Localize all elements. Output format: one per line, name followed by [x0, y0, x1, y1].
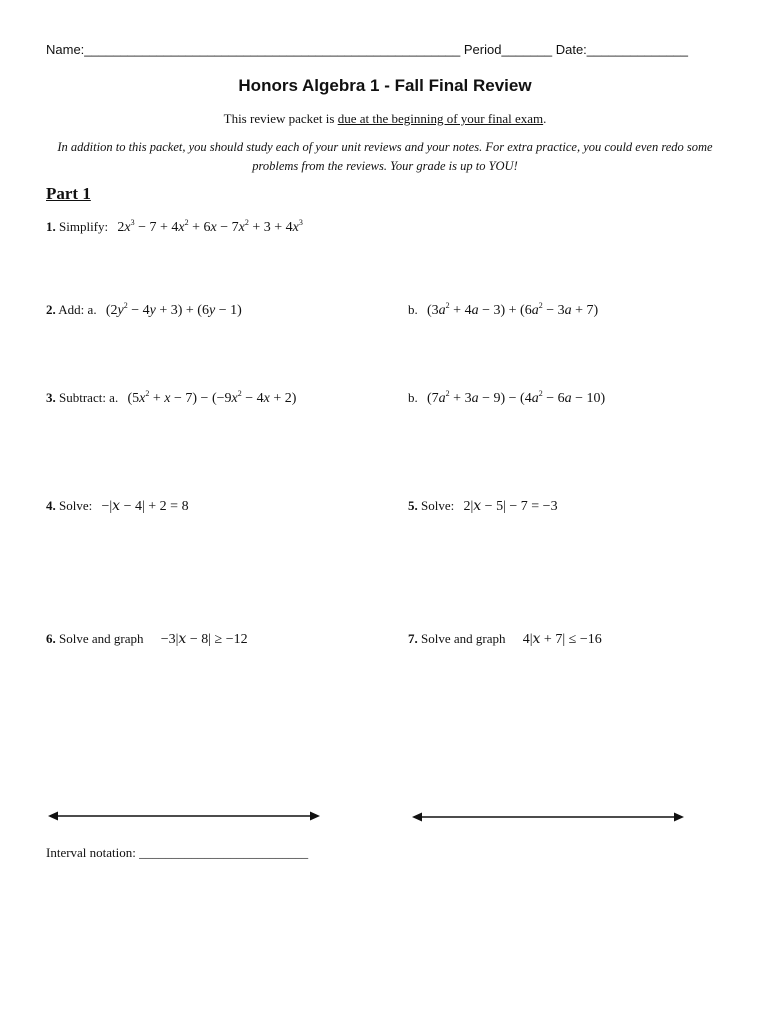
- number-line-right[interactable]: [412, 807, 684, 827]
- question-label: b.: [408, 390, 418, 405]
- subtitle: [0, 111, 770, 127]
- subtitle-underlined: due at the beginning of your final exam: [337, 111, 544, 126]
- question-label: Solve:: [421, 498, 455, 513]
- math-expression: −|𝑥 − 4| + 2 = 8: [101, 499, 189, 514]
- question-6: [46, 631, 248, 648]
- subtitle-before: This review packet is: [223, 111, 338, 126]
- question-label: b.: [408, 302, 418, 317]
- period-label: Period: [463, 42, 502, 57]
- name-label: Name:: [46, 42, 85, 57]
- interval-notation: [46, 845, 308, 861]
- question-number: 3.: [46, 390, 56, 405]
- header-fields: [46, 42, 688, 57]
- question-label: Simplify:: [59, 219, 109, 234]
- question-label: Subtract: a.: [59, 390, 119, 405]
- question-7: [408, 631, 602, 648]
- question-label: Solve and graph: [59, 631, 144, 646]
- math-expression: $(7a^2 + 3a - 9) - (4a^2 - 6a - 10)$: [427, 389, 606, 406]
- math-expression: 4|𝑥 + 7| ≤ −16: [522, 632, 602, 647]
- math-expression: 2|𝑥 − 5| − 7 = −3: [463, 499, 558, 514]
- name-blank[interactable]: ____________________________________________________: [84, 42, 461, 57]
- date-label: Date:: [555, 42, 587, 57]
- period-blank[interactable]: _______: [501, 42, 553, 57]
- question-number: 4.: [46, 498, 56, 513]
- question-2b: [408, 301, 598, 319]
- interval-label: Interval notation:: [46, 845, 136, 860]
- question-number: 6.: [46, 631, 56, 646]
- question-label: Add: a.: [58, 302, 97, 317]
- question-number: 2.: [46, 302, 56, 317]
- number-line-left[interactable]: [48, 806, 320, 826]
- question-label: Solve:: [59, 498, 93, 513]
- question-1: [46, 218, 303, 236]
- question-number: 1.: [46, 219, 56, 234]
- question-number: 7.: [408, 631, 418, 646]
- question-3a: [46, 389, 296, 407]
- question-2a: [46, 301, 242, 319]
- subtitle-after: .: [543, 111, 547, 126]
- intro-text: In addition to this packet, you should study each of your unit reviews and your notes. For extra practice, you could even redo some problems from the reviews. Your grade is up to YOU!: [57, 140, 713, 173]
- math-expression: $(2y^2 - 4y + 3) + (6y - 1)$: [105, 301, 242, 318]
- date-blank[interactable]: ______________: [586, 42, 689, 57]
- interval-blank[interactable]: __________________________: [139, 845, 309, 860]
- page-title: Honors Algebra 1 - Fall Final Review: [238, 76, 532, 95]
- question-label: Solve and graph: [421, 631, 506, 646]
- question-5: [408, 498, 558, 515]
- math-expression: $(3a^2 + 4a - 3) + (6a^2 - 3a + 7)$: [427, 301, 599, 318]
- question-4: [46, 498, 189, 515]
- question-3b: [408, 389, 605, 407]
- math-expression: $2x^3 - 7 + 4x^2 + 6x - 7x^2 + 3 + 4x^3$: [117, 218, 303, 235]
- math-expression: −3|𝑥 − 8| ≥ −12: [160, 632, 248, 647]
- part-heading: Part 1: [46, 184, 91, 203]
- math-expression: $(5x^2 + x - 7) - (-9x^2 - 4x + 2)$: [127, 389, 297, 406]
- question-number: 5.: [408, 498, 418, 513]
